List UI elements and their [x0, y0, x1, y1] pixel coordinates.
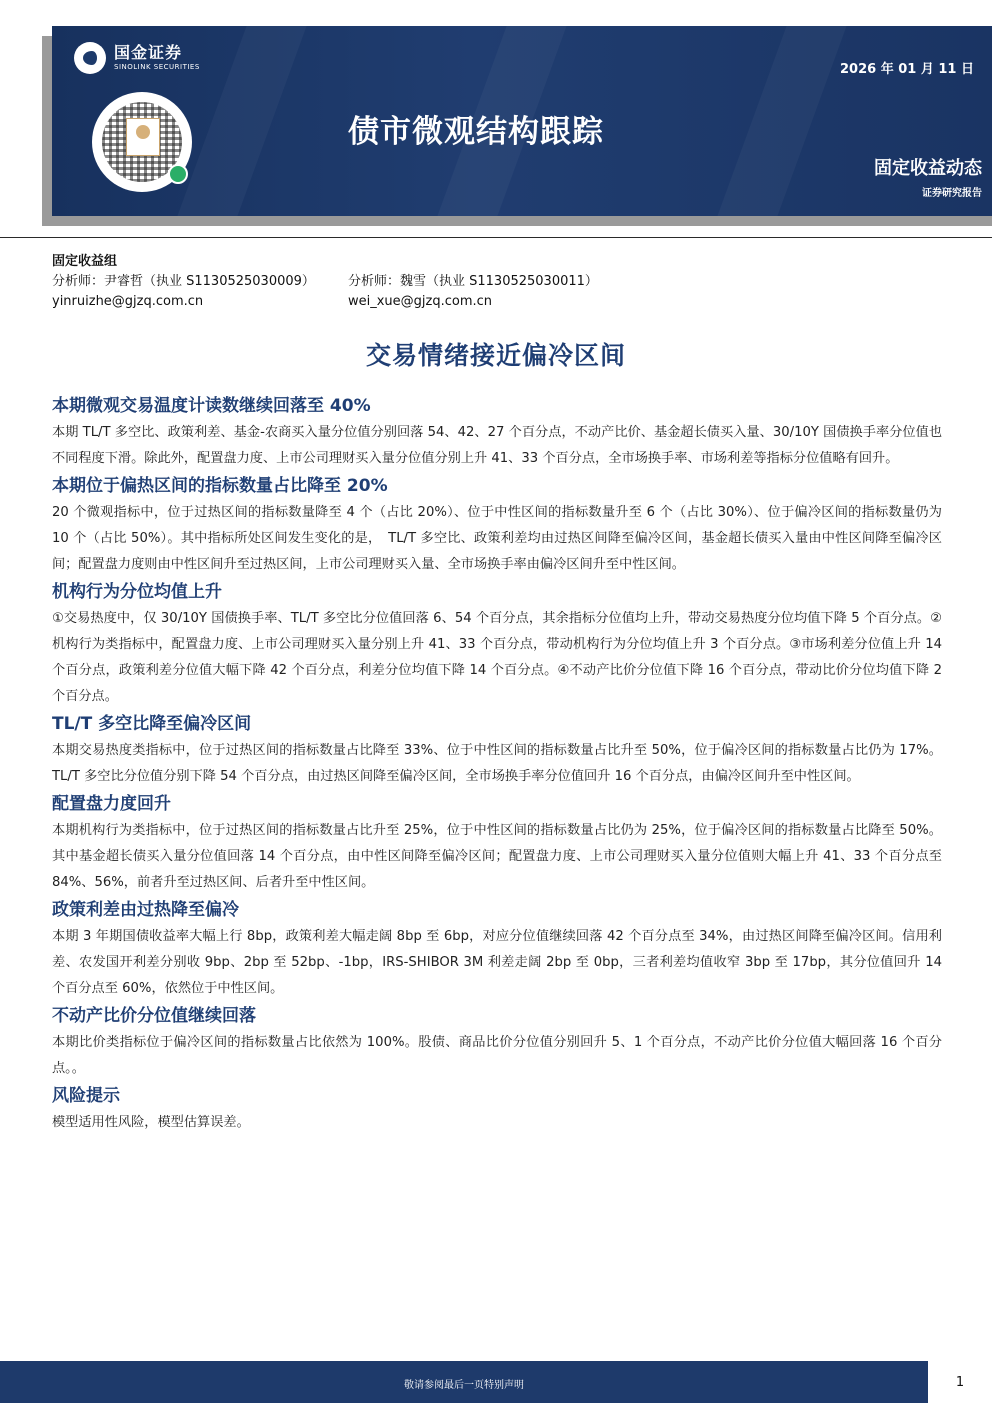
header-banner — [52, 26, 992, 216]
authors-block — [52, 252, 598, 309]
section-heading: 机构行为分位均值上升 — [52, 582, 222, 602]
company-logo — [74, 42, 200, 74]
report-type: 证券研究报告 — [922, 188, 982, 199]
section-paragraph: 本期比价类指标位于偏冷区间的指标数量占比依然为 100%。股债、商品比价分位值分别回升 5、1 个百分点，不动产比价分位值大幅回落 16 个百分点。。 — [52, 1035, 942, 1076]
section-paragraph: 本期 TL/T 多空比、政策利差、基金-农商买入量分位值分别回落 54、42、27 个百分点，不动产比价、基金超长债买入量、30/10Y 国债换手率分位值也不同程度下滑。除此外，配置盘力度、上市公司理财买入量分位值分别上升 41、33 个百分点，全市场换手率、市场利差等指标分位值略有回升。 — [52, 425, 942, 466]
analyst-1 — [52, 272, 315, 312]
section-paragraph: 模型适用性风险，模型估算误差。 — [52, 1115, 250, 1130]
section-paragraph: ①交易热度中，仅 30/10Y 国债换手率、TL/T 多空比分位值回落 6、54 个百分点，其余指标分位值均上升，带动交易热度分位均值下降 5 个百分点。②机构行为类指标中，配置盘力度、上市公司理财买入量分别上升 41、33 个百分点，带动机构行为分位均值上升 3 个百分点。③市场利差分位值上升 14 个百分点，政策利差分位值大幅下降 42 个百分点，利差分位均值下降 14 个百分点。④不动产比价分位值下降 16 个百分点，带动比价分位均值下降 2 个百分点。 — [52, 611, 942, 704]
report-series-title: 债市微观结构跟踪 — [348, 114, 604, 150]
section-heading: 本期位于偏热区间的指标数量占比降至 20% — [52, 476, 388, 496]
section-paragraph: 20 个微观指标中，位于过热区间的指标数量降至 4 个（占比 20%）、位于中性区间的指标数量升至 6 个（占比 30%）、位于偏冷区间的指标数量仍为 10 个（占比 50%）。其中指标所处区间发生变化的是， TL/T 多空比、政策利差均由过热区间降至偏冷区间，基金超长债买入量由中性区间降至偏冷区间；配置盘力度则由中性区间升至过热区间，上市公司理财买入量、全市场换手率由偏冷区间升至中性区间。 — [52, 505, 942, 572]
report-date: 2026 年 01 月 11 日 — [840, 62, 974, 77]
analyst-1-email: yinruizhe@gjzq.com.cn — [52, 294, 204, 309]
analyst-1-name: 分析师：尹睿哲（执业 S1130525030009） — [52, 274, 315, 289]
research-group: 固定收益组 — [52, 254, 118, 269]
section-paragraph: 本期交易热度类指标中，位于过热区间的指标数量占比降至 33%、位于中性区间的指标数量占比升至 50%，位于偏冷区间的指标数量占比仍为 17%。TL/T 多空比分位值分别下降 54 个百分点，由过热区间降至偏冷区间，全市场换手率分位值回升 16 个百分点，由偏冷区间升至中性区间。 — [52, 743, 942, 784]
section-heading: 本期微观交易温度计读数继续回落至 40% — [52, 396, 371, 416]
report-category: 固定收益动态 — [874, 158, 982, 179]
section-heading: 政策利差由过热降至偏冷 — [52, 900, 239, 920]
page-number: 1 — [955, 1375, 965, 1390]
qr-code-icon — [92, 92, 192, 192]
report-body — [52, 392, 942, 1136]
brand-name-cn: 国金证券 — [114, 43, 183, 62]
section-paragraph: 本期 3 年期国债收益率大幅上行 8bp，政策利差大幅走阔 8bp 至 6bp，对应分位值继续回落 42 个百分点至 34%，由过热区间降至偏冷区间。信用利差、农发国开利差分别收 9bp、2bp 至 52bp、-1bp，IRS-SHIBOR 3M 利差走阔 2bp 至 0bp，三者利差均值收窄 3bp 至 17bp，其分位值回升 14 个百分点至 60%，依然位于中性区间。 — [52, 929, 942, 996]
logo-mark-icon — [74, 42, 106, 74]
analyst-2 — [348, 272, 598, 312]
wechat-badge-icon — [168, 164, 188, 184]
brand-name-en: SINOLINK SECURITIES — [114, 63, 200, 71]
analyst-2-email: wei_xue@gjzq.com.cn — [348, 294, 493, 309]
section-heading: 不动产比价分位值继续回落 — [52, 1006, 256, 1026]
section-heading: TL/T 多空比降至偏冷区间 — [52, 714, 252, 734]
document-title: 交易情绪接近偏冷区间 — [365, 341, 626, 370]
header-divider — [0, 237, 992, 238]
section-heading: 风险提示 — [52, 1086, 120, 1106]
section-heading: 配置盘力度回升 — [52, 794, 171, 814]
analyst-2-name: 分析师：魏雪（执业 S1130525030011） — [348, 274, 598, 289]
footer-disclaimer: 敬请参阅最后一页特别声明 — [404, 1380, 524, 1391]
banner-stripe — [717, 26, 846, 216]
qr-logo-icon — [126, 118, 160, 156]
section-paragraph: 本期机构行为类指标中，位于过热区间的指标数量占比升至 25%，位于中性区间的指标数量占比仍为 25%，位于偏冷区间的指标数量占比降至 50%。其中基金超长债买入量分位值回落 14 个百分点，由中性区间降至偏冷区间；配置盘力度、上市公司理财买入量分位值则大幅上升 41、33 个百分点至 84%、56%，前者升至过热区间、后者升至中性区间。 — [52, 823, 942, 890]
